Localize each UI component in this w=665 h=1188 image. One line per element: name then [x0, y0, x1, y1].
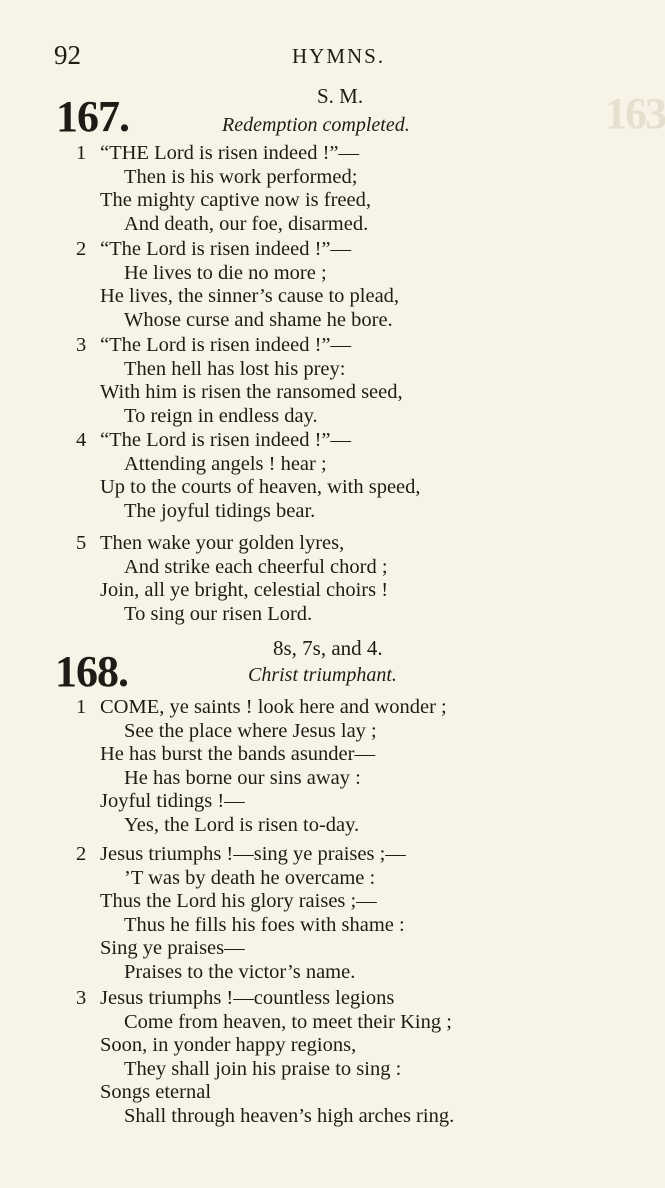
verse-line: “The Lord is risen indeed !”—: [100, 429, 352, 451]
verse: [76, 843, 616, 984]
verse-line: The joyful tidings bear.: [124, 499, 316, 522]
verse-line: “The Lord is risen indeed !”—: [100, 334, 352, 356]
verse-line: Thus he fills his foes with shame :: [124, 913, 405, 936]
verse-line: The mighty captive now is freed,: [100, 189, 371, 211]
verse-line: With him is risen the ransomed seed,: [100, 381, 403, 403]
page-number: 92: [54, 40, 81, 70]
verse: [76, 987, 616, 1128]
verse-line: Yes, the Lord is risen to-day.: [124, 813, 360, 836]
verse-line: Joyful tidings !—: [100, 790, 245, 812]
verse-line: He lives, the sinner’s cause to plead,: [100, 285, 400, 307]
verse-line: Then is his work performed;: [124, 165, 358, 188]
verse-line: He lives to die no more ;: [124, 261, 327, 284]
verse-number: 3: [76, 987, 87, 1009]
verse-line: Up to the courts of heaven, with speed,: [100, 476, 421, 498]
verse-line: Shall through heaven’s high arches ring.: [124, 1104, 455, 1127]
verse-line: Attending angels ! hear ;: [124, 452, 327, 475]
verse-number: 1: [76, 142, 87, 164]
verse-line: Whose curse and shame he bore.: [124, 308, 393, 331]
verse-line: Then wake your golden lyres,: [100, 532, 345, 554]
verse-number: 2: [76, 238, 87, 260]
verse-line: Thus the Lord his glory raises ;—: [100, 890, 377, 912]
verse: [76, 429, 616, 523]
verse-line: To reign in endless day.: [124, 404, 318, 427]
verse-line: And strike each cheerful chord ;: [124, 555, 388, 578]
running-head: HYMNS.: [292, 44, 386, 68]
verse-line: Songs eternal: [100, 1081, 212, 1103]
verse-line: And death, our foe, disarmed.: [124, 212, 369, 235]
verse-line: “The Lord is risen indeed !”—: [100, 238, 352, 260]
hymn-title: Christ triumphant.: [248, 664, 397, 686]
verse-line: Come from heaven, to meet their King ;: [124, 1010, 452, 1033]
hymn-meter: S. M.: [317, 84, 364, 108]
verse-line: “THE Lord is risen indeed !”—: [100, 142, 360, 164]
verse-line: Then hell has lost his prey:: [124, 357, 346, 380]
verse-line: Soon, in yonder happy regions,: [100, 1034, 357, 1056]
verse: [76, 334, 616, 428]
verse-line: Jesus triumphs !—sing ye praises ;—: [100, 843, 406, 865]
verse-line: Praises to the victor’s name.: [124, 960, 356, 983]
hymn-meter: 8s, 7s, and 4.: [273, 636, 383, 660]
verse-number: 3: [76, 334, 87, 356]
hymn-title: Redemption completed.: [222, 114, 410, 136]
verse: [76, 696, 616, 837]
verse-line: He has borne our sins away :: [124, 766, 361, 789]
verse-line: To sing our risen Lord.: [124, 602, 313, 625]
verse-line: They shall join his praise to sing :: [124, 1057, 402, 1080]
verse: [76, 238, 616, 332]
bleed-through-text: 163: [605, 89, 665, 138]
verse: [76, 142, 616, 236]
verse-number: 4: [76, 429, 87, 451]
verse-number: 1: [76, 696, 87, 718]
verse-line: ’T was by death he overcame :: [124, 866, 376, 889]
verse-number: 5: [76, 532, 87, 554]
verse: [76, 532, 616, 626]
verse-number: 2: [76, 843, 87, 865]
verse-line: See the place where Jesus lay ;: [124, 719, 377, 742]
hymn-number: 168.: [55, 647, 128, 696]
verse-line: Jesus triumphs !—countless legions: [100, 987, 395, 1009]
verse-line: Join, all ye bright, celestial choirs !: [100, 579, 389, 601]
hymn-number: 167.: [56, 92, 129, 141]
verse-line: COME, ye saints ! look here and wonder ;: [100, 696, 447, 718]
verse-line: He has burst the bands asunder—: [100, 743, 375, 765]
verse-line: Sing ye praises—: [100, 937, 245, 959]
